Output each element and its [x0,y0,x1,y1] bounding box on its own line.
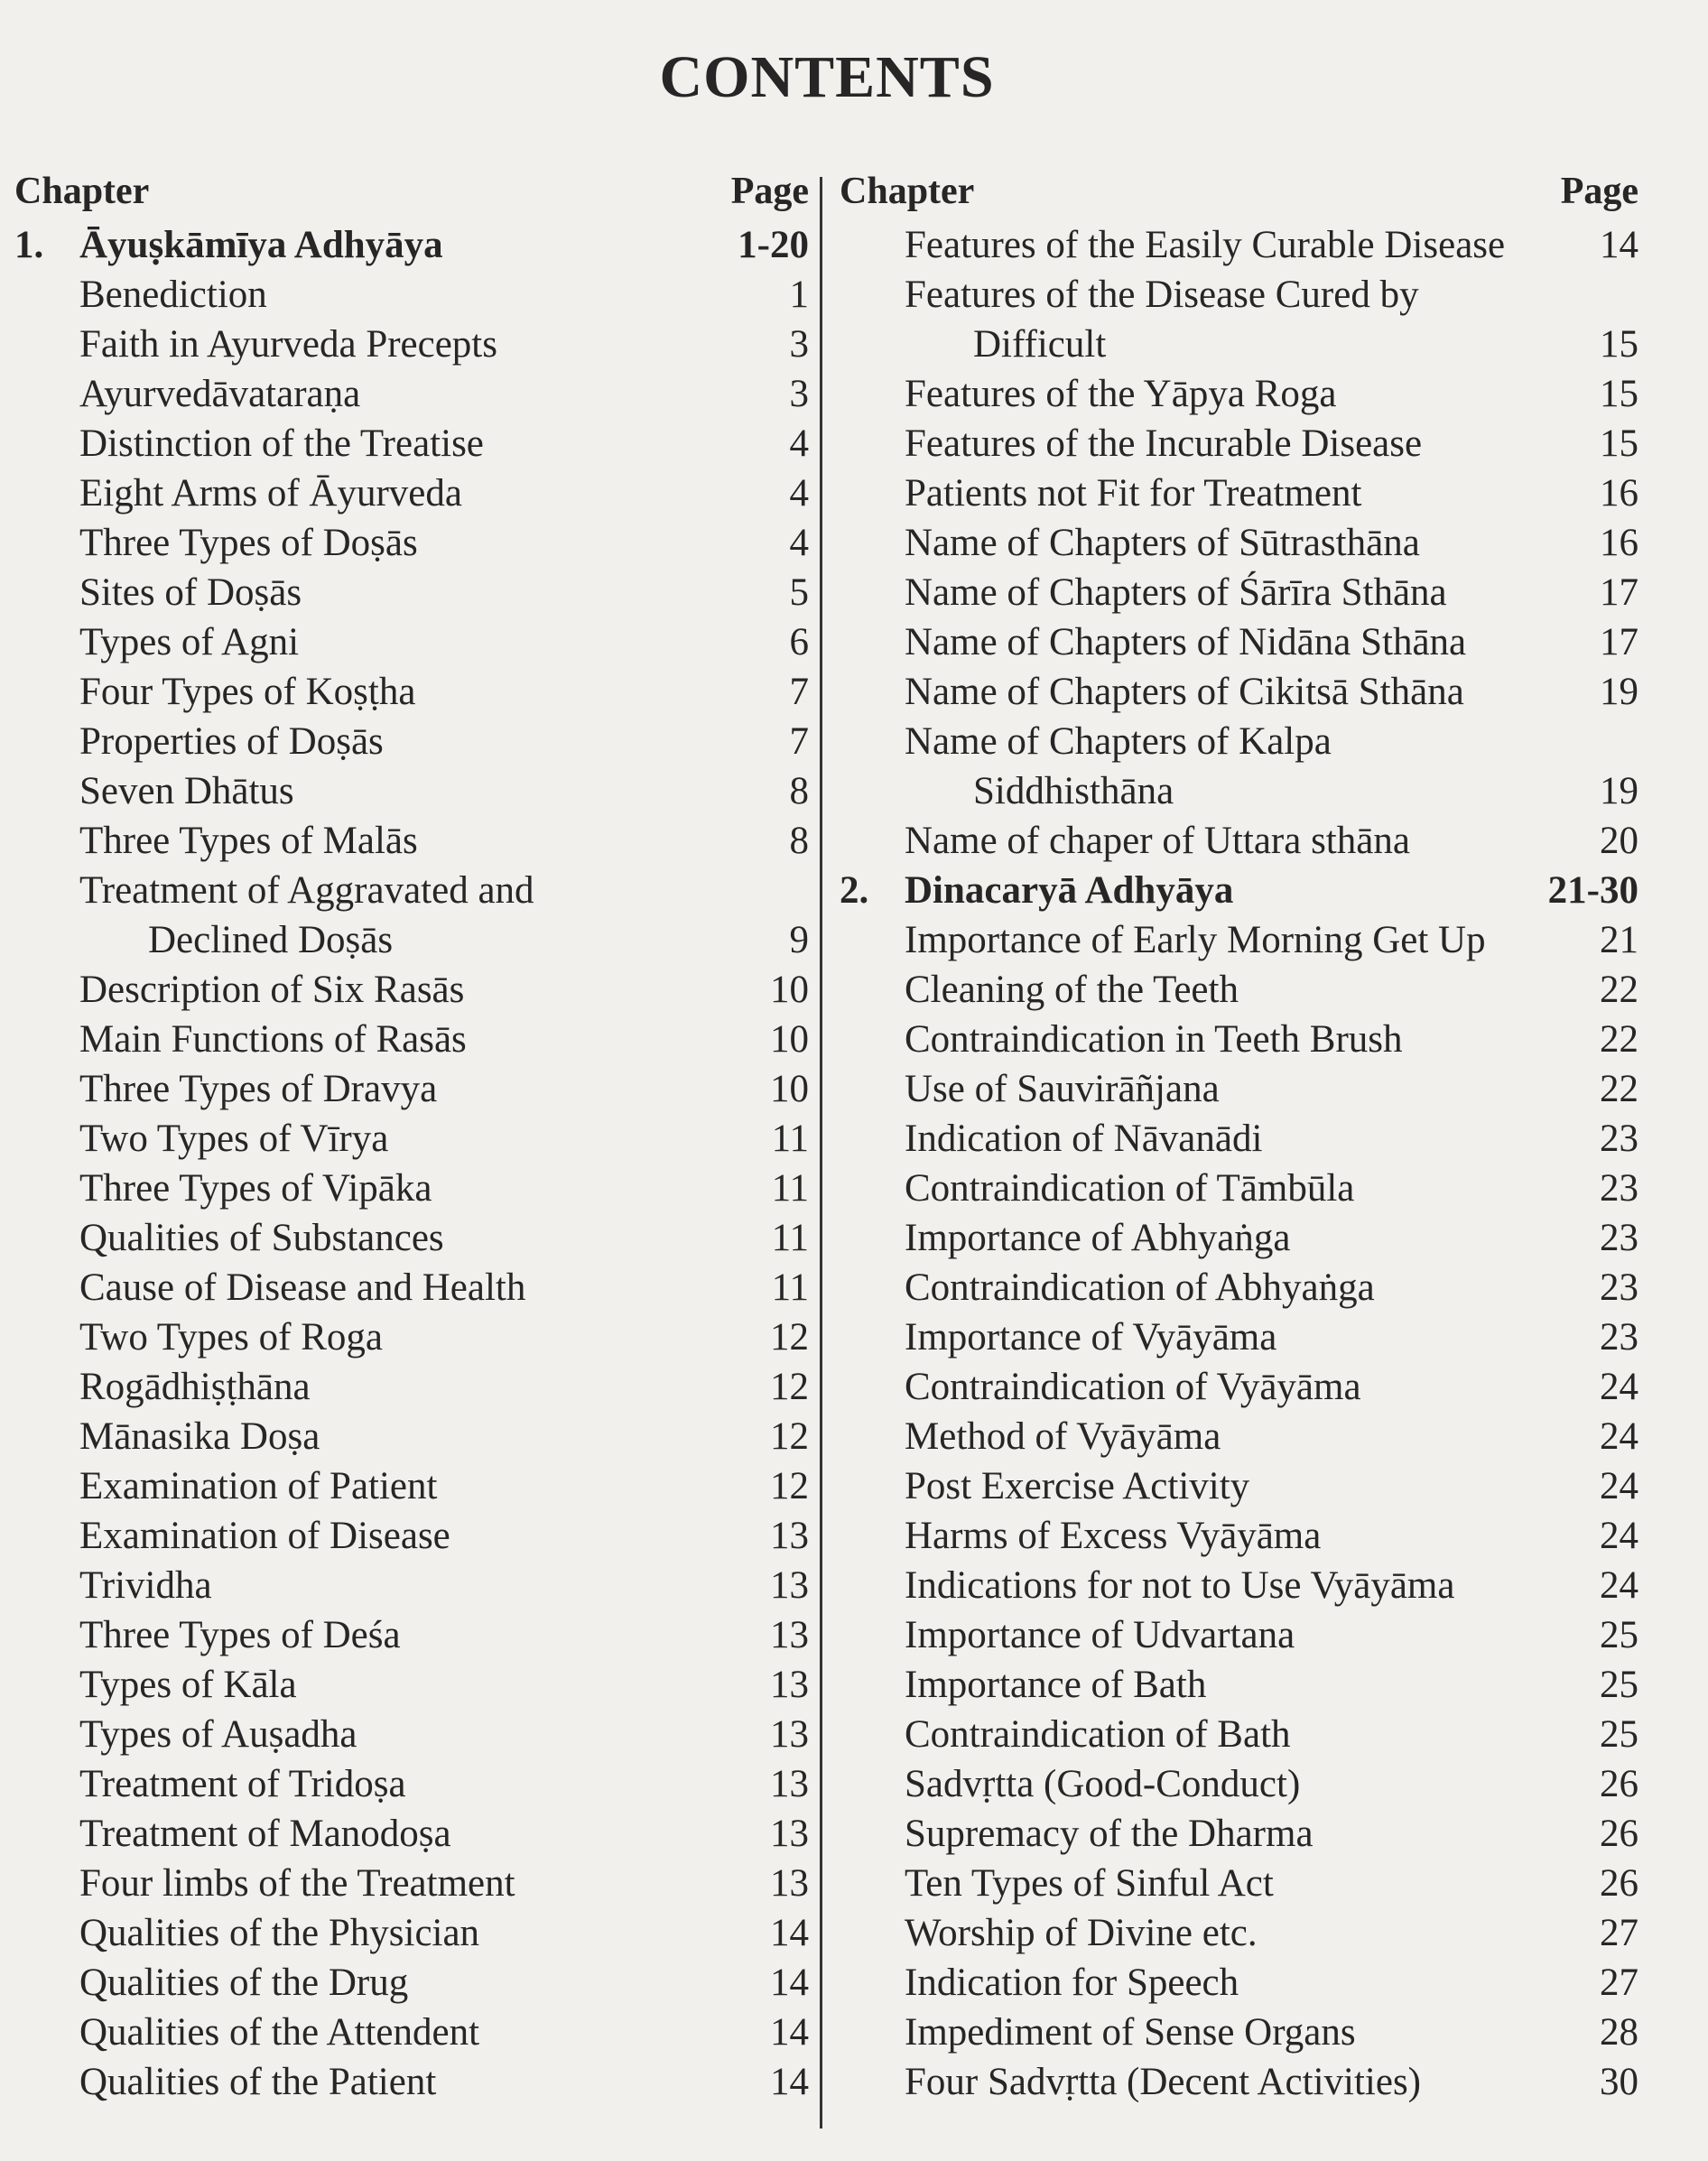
entry-title: Seven Dhātus [79,770,294,812]
toc-entry [840,965,1638,1015]
page-number: 3 [789,373,809,415]
toc-entry [840,1064,1638,1114]
entry-title: Contraindication of Tāmbūla [905,1167,1355,1210]
page-number: 10 [770,1018,809,1061]
page-number: 23 [1600,1118,1638,1160]
page-number: 12 [770,1465,809,1507]
entry-title: Examination of Patient [79,1465,438,1507]
entry-title: Two Types of Roga [79,1316,383,1359]
left-column [14,162,809,2107]
page-number: 13 [770,1664,809,1706]
page-number: 1 [789,274,809,316]
entry-title: Qualities of the Patient [79,2061,437,2103]
entry-title: Main Functions of Rasās [79,1018,467,1061]
chapter-title: Āyuṣkāmīya Adhyāya [79,224,443,266]
toc-entry [14,518,809,568]
toc-entry [840,568,1638,617]
entry-title: Contraindication of Abhyaṅga [905,1266,1375,1309]
page-number: 27 [1600,1912,1638,1954]
page-number: 20 [1600,820,1638,862]
chapter-entry [840,866,1638,915]
page-number: 24 [1600,1564,1638,1607]
entry-title-continuation: Siddhisthāna [973,770,1174,812]
entry-title: Importance of Vyāyāma [905,1316,1277,1359]
entry-title: Name of Chapters of Nidāna Sthāna [905,621,1467,663]
toc-entry [14,2008,809,2057]
toc-entry [840,1809,1638,1859]
entry-title: Contraindication of Vyāyāma [905,1366,1361,1408]
entry-title: Types of Kāla [79,1664,297,1706]
page-heading: Page [730,171,809,212]
entry-title: Features of the Incurable Disease [905,422,1423,465]
page-number: 17 [1600,571,1638,614]
toc-entry [840,270,1638,369]
entry-title: Types of Auṣadha [79,1713,357,1756]
page-number: 14 [770,1912,809,1954]
entry-title: Use of Sauvirāñjana [905,1068,1220,1110]
page-number: 15 [1600,422,1638,465]
page-number: 3 [789,323,809,366]
entry-title-line: Name of Chapters of Kalpa [905,720,1332,763]
page-number: 12 [770,1415,809,1458]
toc-entry [14,866,809,965]
entry-title: Distinction of the Treatise [79,422,484,465]
toc-entry [840,1461,1638,1511]
page-number: 6 [789,621,809,663]
page-number: 16 [1600,472,1638,515]
page-number: 19 [1600,770,1638,812]
entry-title: Benediction [79,274,267,316]
entry-title: Name of Chapters of Śārīra Sthāna [905,571,1447,614]
entry-title: Ten Types of Sinful Act [905,1862,1274,1905]
toc-entry [840,1511,1638,1561]
toc-entry [840,1312,1638,1362]
toc-entry [840,1412,1638,1461]
column-header [14,162,809,220]
entry-title: Three Types of Dravya [79,1068,438,1110]
entry-title: Four Types of Koṣṭha [79,671,416,713]
toc-entry [840,915,1638,965]
toc-entry [14,1461,809,1511]
entry-title: Importance of Bath [905,1664,1207,1706]
entry-title: Post Exercise Activity [905,1465,1250,1507]
chapter-heading: Chapter [840,171,975,212]
page-number: 25 [1600,1664,1638,1706]
entry-title: Harms of Excess Vyāyāma [905,1515,1322,1557]
entry-title: Eight Arms of Āyurveda [79,472,462,515]
page-heading: Page [1560,171,1638,212]
page-number: 11 [771,1167,809,1210]
page-number: 7 [789,720,809,763]
toc-entry [840,717,1638,816]
page-number: 14 [770,2011,809,2054]
entry-title: Features of the Yāpya Roga [905,373,1337,415]
page-number: 4 [789,522,809,564]
page-number: 15 [1600,323,1638,366]
entry-title: Four Sadvṛtta (Decent Activities) [905,2061,1421,2103]
toc-entry [840,1263,1638,1312]
entry-title: Types of Agni [79,621,300,663]
toc-entry [14,1809,809,1859]
page-number: 23 [1600,1217,1638,1259]
entry-title: Examination of Disease [79,1515,450,1557]
page-number: 13 [770,1862,809,1905]
page-number: 10 [770,1068,809,1110]
entry-title [840,717,1591,816]
toc-entry [14,1610,809,1660]
page-number: 13 [770,1763,809,1805]
page-number: 25 [1600,1713,1638,1756]
toc-entry [14,1312,809,1362]
toc-entry [840,1660,1638,1710]
toc-entry [840,220,1638,270]
entry-title: Ayurvedāvataraṇa [79,373,361,415]
entry-title: Qualities of the Physician [79,1912,480,1954]
entry-title [14,866,781,965]
toc-entry [840,1610,1638,1660]
entry-title: Indications for not to Use Vyāyāma [905,1564,1455,1607]
page-number: 4 [789,472,809,515]
entry-title: Cause of Disease and Health [79,1266,526,1309]
toc-entry [14,1759,809,1809]
entry-title: Sites of Doṣās [79,571,302,614]
toc-entry [14,965,809,1015]
entry-title: Features of the Easily Curable Disease [905,224,1506,266]
entry-title: Description of Six Rasās [79,969,465,1011]
page-number: 23 [1600,1316,1638,1359]
page-number: 13 [770,1713,809,1756]
entry-title: Name of Chapters of Sūtrasthāna [905,522,1420,564]
toc-entry [14,1114,809,1164]
page-number: 26 [1600,1862,1638,1905]
toc-entry [14,1263,809,1312]
entry-title: Four limbs of the Treatment [79,1862,515,1905]
column-header [840,162,1638,220]
page-number: 14 [770,1962,809,2004]
page-number: 8 [789,820,809,862]
page-number: 8 [789,770,809,812]
toc-entry [840,1710,1638,1759]
toc-entry [840,816,1638,866]
toc-entry [840,1114,1638,1164]
page-number: 28 [1600,2011,1638,2054]
page-number: 22 [1600,1068,1638,1110]
entry-title-line: Treatment of Aggravated and [79,869,534,912]
entry-title: Mānasika Doṣa [79,1415,320,1458]
page-number: 22 [1600,1018,1638,1061]
entry-title [840,270,1591,369]
entry-title: Importance of Abhyaṅga [905,1217,1291,1259]
page-number: 26 [1600,1763,1638,1805]
entry-title: Sadvṛtta (Good-Conduct) [905,1763,1301,1805]
page-number: 19 [1600,671,1638,713]
toc-entry [840,2057,1638,2107]
page-number: 21 [1600,919,1638,961]
page-number: 17 [1600,621,1638,663]
page-number: 12 [770,1366,809,1408]
toc-entry [14,1958,809,2008]
toc-list [840,220,1638,2107]
entry-title: Impediment of Sense Organs [905,2011,1356,2054]
page-number: 24 [1600,1515,1638,1557]
page-number: 23 [1600,1266,1638,1309]
chapter-entry [14,220,809,270]
entry-title: Method of Vyāyāma [905,1415,1221,1458]
toc-entry [14,617,809,667]
chapter-number: 2. [840,869,869,912]
toc-entry [14,667,809,717]
entry-title: Three Types of Doṣās [79,522,418,564]
entry-title: Contraindication of Bath [905,1713,1291,1756]
entry-title: Qualities of Substances [79,1217,444,1259]
toc-entry [14,369,809,419]
entry-title: Two Types of Vīrya [79,1118,389,1160]
entry-title: Name of Chapters of Cikitsā Sthāna [905,671,1464,713]
toc-entry [14,1908,809,1958]
entry-title: Indication of Nāvanādi [905,1118,1263,1160]
page-number: 13 [770,1564,809,1607]
page-number: 11 [771,1266,809,1309]
entry-title: Importance of Udvartana [905,1614,1295,1656]
entry-title: Patients not Fit for Treatment [905,472,1362,515]
page-number: 26 [1600,1813,1638,1855]
toc-entry [14,1362,809,1412]
toc-entry [14,816,809,866]
chapter-number: 1. [14,224,44,266]
toc-entry [14,1412,809,1461]
toc-entry [14,1660,809,1710]
toc-list [14,220,809,2107]
page-number: 10 [770,969,809,1011]
toc-entry [14,1561,809,1610]
entry-title-line: Features of the Disease Cured by [905,274,1419,316]
page-number: 23 [1600,1167,1638,1210]
toc-entry [840,468,1638,518]
page-number: 11 [771,1118,809,1160]
page-number: 27 [1600,1962,1638,2004]
page-title: CONTENTS [659,44,995,110]
toc-entry [840,1958,1638,2008]
entry-title: Indication for Speech [905,1962,1239,2004]
toc-entry [14,270,809,320]
toc-entry [14,717,809,766]
entry-title: Three Types of Deśa [79,1614,401,1656]
page-number: 24 [1600,1465,1638,1507]
page-number: 22 [1600,969,1638,1011]
toc-entry [14,468,809,518]
toc-entry [14,1213,809,1263]
entry-title: Supremacy of the Dharma [905,1813,1313,1855]
entry-title: Name of chaper of Uttara sthāna [905,820,1410,862]
entry-title-continuation: Difficult [973,323,1107,366]
toc-entry [14,1710,809,1759]
toc-entry [840,1859,1638,1908]
entry-title: Contraindication in Teeth Brush [905,1018,1403,1061]
page-number: 13 [770,1515,809,1557]
toc-entry [14,1511,809,1561]
page-number: 25 [1600,1614,1638,1656]
page-number: 14 [770,2061,809,2103]
entry-title: Importance of Early Morning Get Up [905,919,1486,961]
toc-entry [14,1859,809,1908]
entry-title: Trividha [79,1564,212,1607]
entry-title: Worship of Divine etc. [905,1912,1258,1954]
page-number: 30 [1600,2061,1638,2103]
page-number: 13 [770,1614,809,1656]
page-number: 13 [770,1813,809,1855]
page-number: 15 [1600,373,1638,415]
toc-entry [14,320,809,369]
entry-title: Cleaning of the Teeth [905,969,1239,1011]
entry-title: Three Types of Vipāka [79,1167,432,1210]
entry-title: Treatment of Manodoṣa [79,1813,451,1855]
toc-entry [14,1064,809,1114]
toc-entry [14,766,809,816]
toc-entry [14,419,809,468]
page-number: 5 [789,571,809,614]
toc-entry [14,2057,809,2107]
page-number: 16 [1600,522,1638,564]
page-number: 21-30 [1547,869,1638,912]
toc-entry [14,1015,809,1064]
toc-entry [14,568,809,617]
entry-title: Treatment of Tridoṣa [79,1763,406,1805]
page-number: 1-20 [738,224,809,266]
right-column [840,162,1638,2107]
toc-entry [840,1213,1638,1263]
toc-entry [840,2008,1638,2057]
entry-title-continuation: Declined Doṣās [148,919,394,961]
toc-entry [840,1759,1638,1809]
chapter-title: Dinacaryā Adhyāya [905,869,1234,912]
toc-entry [840,1908,1638,1958]
toc-entry [840,1362,1638,1412]
column-divider [820,177,822,2129]
page-number: 24 [1600,1366,1638,1408]
entry-title: Three Types of Malās [79,820,418,862]
toc-entry [840,667,1638,717]
toc-entry [840,419,1638,468]
chapter-heading: Chapter [14,171,150,212]
page-number: 14 [1600,224,1638,266]
page-number: 11 [771,1217,809,1259]
page-number: 7 [789,671,809,713]
toc-entry [14,1164,809,1213]
page-number: 4 [789,422,809,465]
toc-entry [840,617,1638,667]
page-number: 24 [1600,1415,1638,1458]
toc-entry [840,1561,1638,1610]
page-number: 9 [789,919,809,961]
toc-entry [840,1164,1638,1213]
page-number: 12 [770,1316,809,1359]
toc-entry [840,1015,1638,1064]
toc-entry [840,369,1638,419]
entry-title: Faith in Ayurveda Precepts [79,323,497,366]
entry-title: Qualities of the Drug [79,1962,409,2004]
toc-entry [840,518,1638,568]
entry-title: Properties of Doṣās [79,720,384,763]
entry-title: Rogādhiṣṭhāna [79,1366,311,1408]
entry-title: Qualities of the Attendent [79,2011,480,2054]
